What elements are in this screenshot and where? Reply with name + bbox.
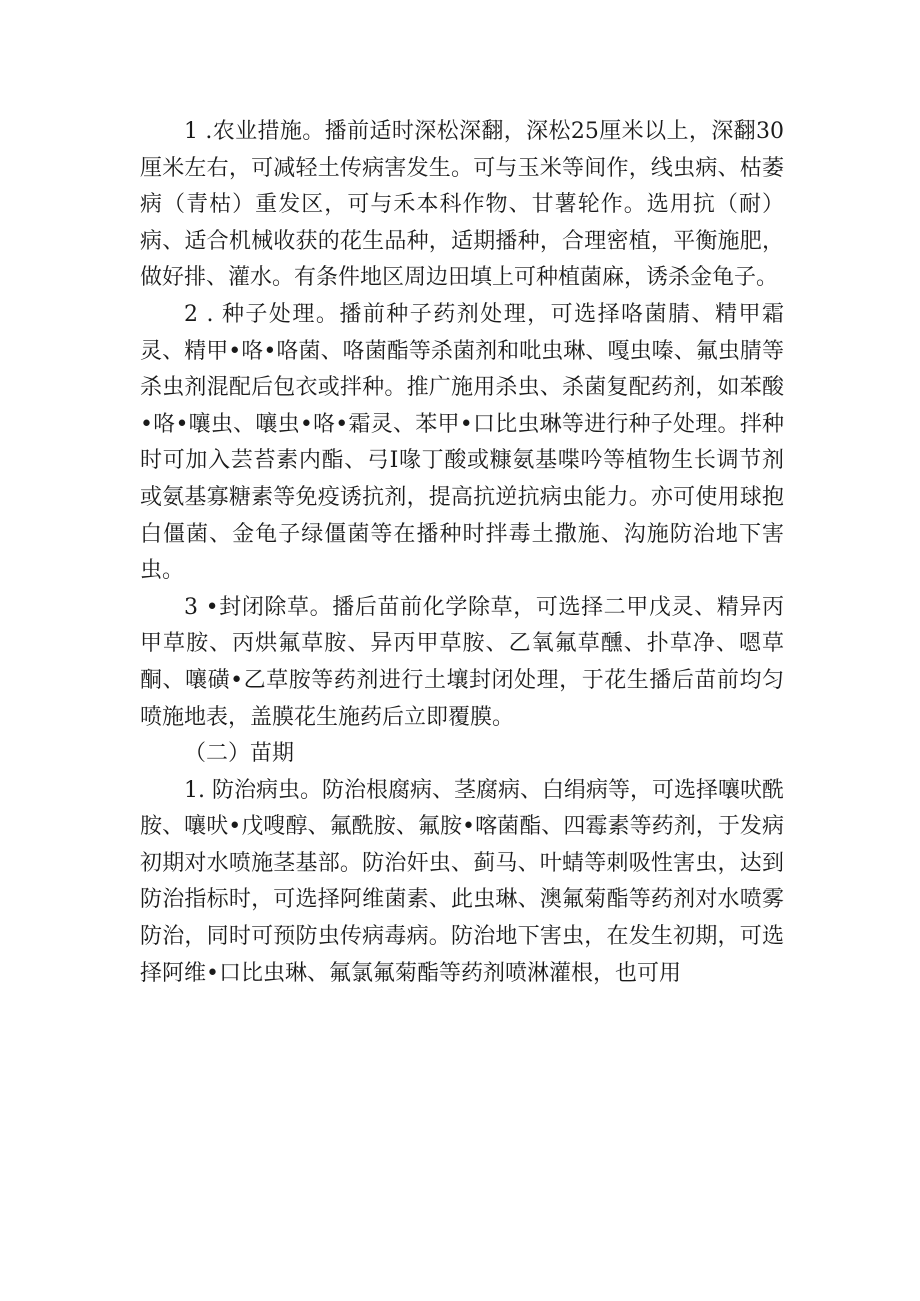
document-body — [140, 114, 784, 992]
paragraph-seed-treatment: 2 . 种子处理。播前种子药剂处理，可选择咯菌腈、精甲霜灵、精甲•咯•咯菌、咯菌酯等杀菌剂和吡虫琳、嘎虫嗪、氟虫腈等杀虫剂混配后包衣或拌种。推广施用杀虫、杀菌复配药剂，如苯酸•咯•嚷虫、嚷虫•咯•霜灵、苯甲•口比虫琳等进行种子处理。拌种时可加入芸苔素内酯、弓I喙丁酸或糠氨基喋吟等植物生长调节剂或氨基寡糖素等免疫诱抗剂，提高抗逆抗病虫能力。亦可使用球抱白僵菌、金龟子绿僵菌等在播种时拌毒土撒施、沟施防治地下害虫。 — [140, 301, 784, 584]
paragraph-agricultural-measures: 1 .农业措施。播前适时深松深翻，深松25厘米以上，深翻30厘米左右，可减轻土传病害发生。可与玉米等间作，线虫病、枯萎病（青枯）重发区，可与禾本科作物、甘薯轮作。选用抗（耐）病、适合机械收获的花生品种，适期播种，合理密植，平衡施肥，做好排、灌水。有条件地区周边田填上可种植菌麻，诱杀金龟子。 — [140, 119, 784, 291]
paragraph-pest-control: 1. 防治病虫。防治根腐病、茎腐病、白绢病等，可选择嚷吠酰胺、嚷吠•戊嗖醇、氟酰胺、氟胺•喀菌酯、四霉素等药剂，于发病初期对水喷施茎基部。防治奸虫、蓟马、叶蜻等刺吸性害虫，达到防治指标时，可选择阿维菌素、此虫琳、澳氟菊酯等药剂对水喷雾防治，同时可预防虫传病毒病。防治地下害虫，在发生初期，可选择阿维•口比虫琳、氟氯氟菊酯等药剂喷淋灌根，也可用 — [140, 777, 784, 986]
paragraph-weed-control: 3 •封闭除草。播后苗前化学除草，可选择二甲戊灵、精异丙甲草胺、丙烘氟草胺、异丙甲草胺、乙氧氟草醺、扑草净、嗯草酮、嚷磺•乙草胺等药剂进行土壤封闭处理，于花生播后苗前均匀喷施地表，盖膜花生施药后立即覆膜。 — [140, 594, 784, 730]
section-heading-seedling-stage: （二）苗期 — [184, 741, 295, 767]
